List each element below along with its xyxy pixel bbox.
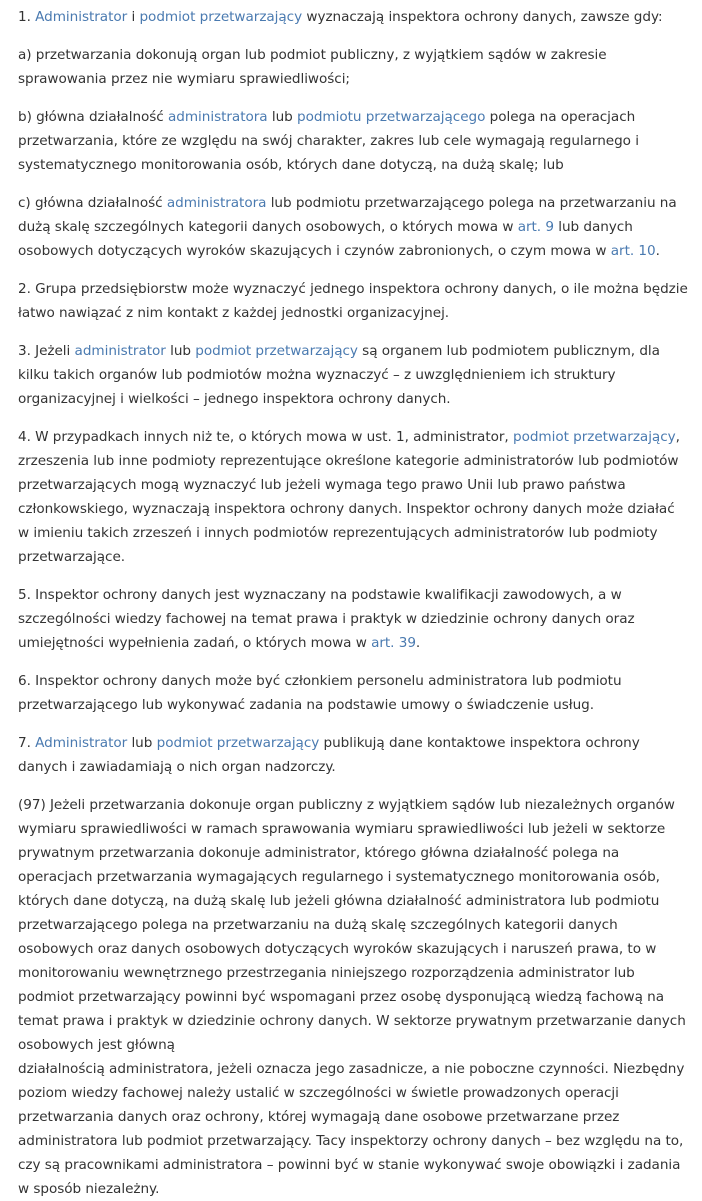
paragraph-p1a <box>18 43 688 91</box>
link-art-10[interactable]: art. 10 <box>610 243 656 259</box>
link-podmiot-przetwarzajacy[interactable]: podmiot przetwarzający <box>512 429 676 445</box>
link-administrator[interactable]: administrator <box>74 343 166 359</box>
paragraph-text: lub podmiotu przetwarzającego polega na przetwarzaniu na dużą skalę szczególnych kategorii danych osobowych, o których mowa w <box>18 195 677 235</box>
paragraph-text: lub danych osobowych dotyczących wyroków skazujących i czynów zabronionych, o czym mowa w <box>18 219 633 259</box>
paragraph-text: 7. <box>18 735 36 751</box>
link-administratora[interactable]: administratora <box>168 109 268 125</box>
paragraph-text: . <box>655 243 660 259</box>
link-podmiotu-przetwarzajacego[interactable]: podmiotu przetwarzającego <box>297 109 486 125</box>
paragraph-text: wyznaczają inspektora ochrony danych, zawsze gdy: <box>302 9 663 25</box>
link-administrator[interactable]: Administrator <box>35 735 128 751</box>
link-administratora[interactable]: administratora <box>166 195 267 211</box>
link-administrator[interactable]: Administrator <box>35 9 128 25</box>
link-podmiot-przetwarzajacy[interactable]: podmiot przetwarzający <box>139 9 303 25</box>
paragraph-text: 3. Jeżeli <box>18 343 75 359</box>
link-podmiot-przetwarzajacy[interactable]: podmiot przetwarzający <box>156 735 320 751</box>
paragraph-text: 4. W przypadkach innych niż te, o których mowa w ust. 1, administrator, <box>18 429 513 445</box>
paragraph-p1 <box>18 5 688 29</box>
paragraph-p1c <box>18 191 688 263</box>
paragraph-text: 6. Inspektor ochrony danych może być członkiem personelu administratora lub podmiotu przetwarzającego lub wykonywać zadania na podstawie umowy o świadczenie usług. <box>18 673 622 713</box>
paragraph-text: a) przetwarzania dokonują organ lub podmiot publiczny, z wyjątkiem sądów w zakresie sprawowania przez nie wymiaru sprawiedliwości; <box>18 47 607 87</box>
paragraph-text: lub <box>165 343 196 359</box>
paragraph-text: (97) Jeżeli przetwarzania dokonuje organ publiczny z wyjątkiem sądów lub niezależnych organów wymiaru sprawiedliwości w ramach sprawowania wymiaru sprawiedliwości lub jeżeli w sektorze prywatnym przetwarzania dokonuje administrator, którego główna działalność polega na operacjach przetwarzania wymagających regularnego i systematycznego monitorowania osób, których dane dotyczą, na dużą skalę lub jeżeli główna działalność administratora lub podmiotu przetwarzającego polega na przetwarzaniu na dużą skalę szczególnych kategorii danych osobowych oraz danych osobowych dotyczących wyroków skazujących i naruszeń prawa, to w monitorowaniu wewnętrznego przestrzegania niniejszego rozporządzenia administrator lub podmiot przetwarzający powinni być wspomagani przez osobę dysponującą wiedzą fachową na temat prawa i praktyk w dziedzinie ochrony danych. W sektorze prywatnym przetwarzanie danych osobowych jest główną <box>18 797 686 1053</box>
link-art-9[interactable]: art. 9 <box>517 219 554 235</box>
paragraph-text: są organem lub podmiotem publicznym, dla kilku takich organów lub podmiotów można wyznaczyć – z uwzględnieniem ich struktury organizacyjnej i wielkości – jednego inspektora ochrony danych. <box>18 343 660 407</box>
paragraph-p4 <box>18 425 688 569</box>
paragraph-text: 2. Grupa przedsiębiorstw może wyznaczyć jednego inspektora ochrony danych, o ile można będzie łatwo nawiązać z nim kontakt z każdej jednostki organizacyjnej. <box>18 281 688 321</box>
paragraph-text: b) główna działalność <box>18 109 168 125</box>
paragraph-text: , zrzeszenia lub inne podmioty reprezentujące określone kategorie administratorów lub podmiotów przetwarzających mogą wyznaczyć lub jeżeli wymaga tego prawo Unii lub prawo państwa członkowskiego, wyznaczają inspektora ochrony danych. Inspektor ochrony danych może działać w imieniu takich zrzeszeń i innych podmiotów reprezentujących administratorów lub podmioty przetwarzające. <box>18 429 680 565</box>
paragraph-text: działalnością administratora, jeżeli oznacza jego zasadnicze, a nie poboczne czynności. Niezbędny poziom wiedzy fachowej należy ustalić w szczególności w świetle prowadzonych operacji przetwarzania danych oraz ochrony, której wymagają dane osobowe przetwarzane przez administratora lub podmiot przetwarzający. Tacy inspektorzy ochrony danych – bez względu na to, czy są pracownikami administratora – powinni być w stanie wykonywać swoje obowiązki i zadania w sposób niezależny. <box>18 1061 685 1197</box>
paragraph-p7 <box>18 731 688 779</box>
link-art-39[interactable]: art. 39 <box>371 635 416 651</box>
paragraph-text: publikują dane kontaktowe inspektora ochrony danych i zawiadamiają o nich organ nadzorczy. <box>18 735 640 775</box>
paragraph-text: polega na operacjach przetwarzania, które ze względu na swój charakter, zakres lub cele wymagają regularnego i systematycznego monitorowania osób, których dane dotyczą, na dużą skalę; lub <box>18 109 639 173</box>
paragraph-text: 5. Inspektor ochrony danych jest wyznaczany na podstawie kwalifikacji zawodowych, a w szczególności wiedzy fachowej na temat prawa i praktyk w dziedzinie ochrony danych oraz umiejętności wypełnienia zadań, o których mowa w <box>18 587 635 651</box>
paragraph-p2 <box>18 277 688 325</box>
paragraph-p6 <box>18 669 688 717</box>
link-podmiot-przetwarzajacy[interactable]: podmiot przetwarzający <box>195 343 358 359</box>
paragraph-text: . <box>415 635 421 651</box>
paragraph-p97 <box>18 793 688 1201</box>
paragraph-text: 1. <box>18 9 36 25</box>
paragraph-text: c) główna działalność <box>18 195 167 211</box>
paragraph-text: lub <box>127 735 157 751</box>
paragraph-p3 <box>18 339 688 411</box>
paragraph-p5 <box>18 583 688 655</box>
paragraph-text: lub <box>267 109 297 125</box>
paragraph-p1b <box>18 105 688 177</box>
paragraph-text: i <box>127 9 140 25</box>
